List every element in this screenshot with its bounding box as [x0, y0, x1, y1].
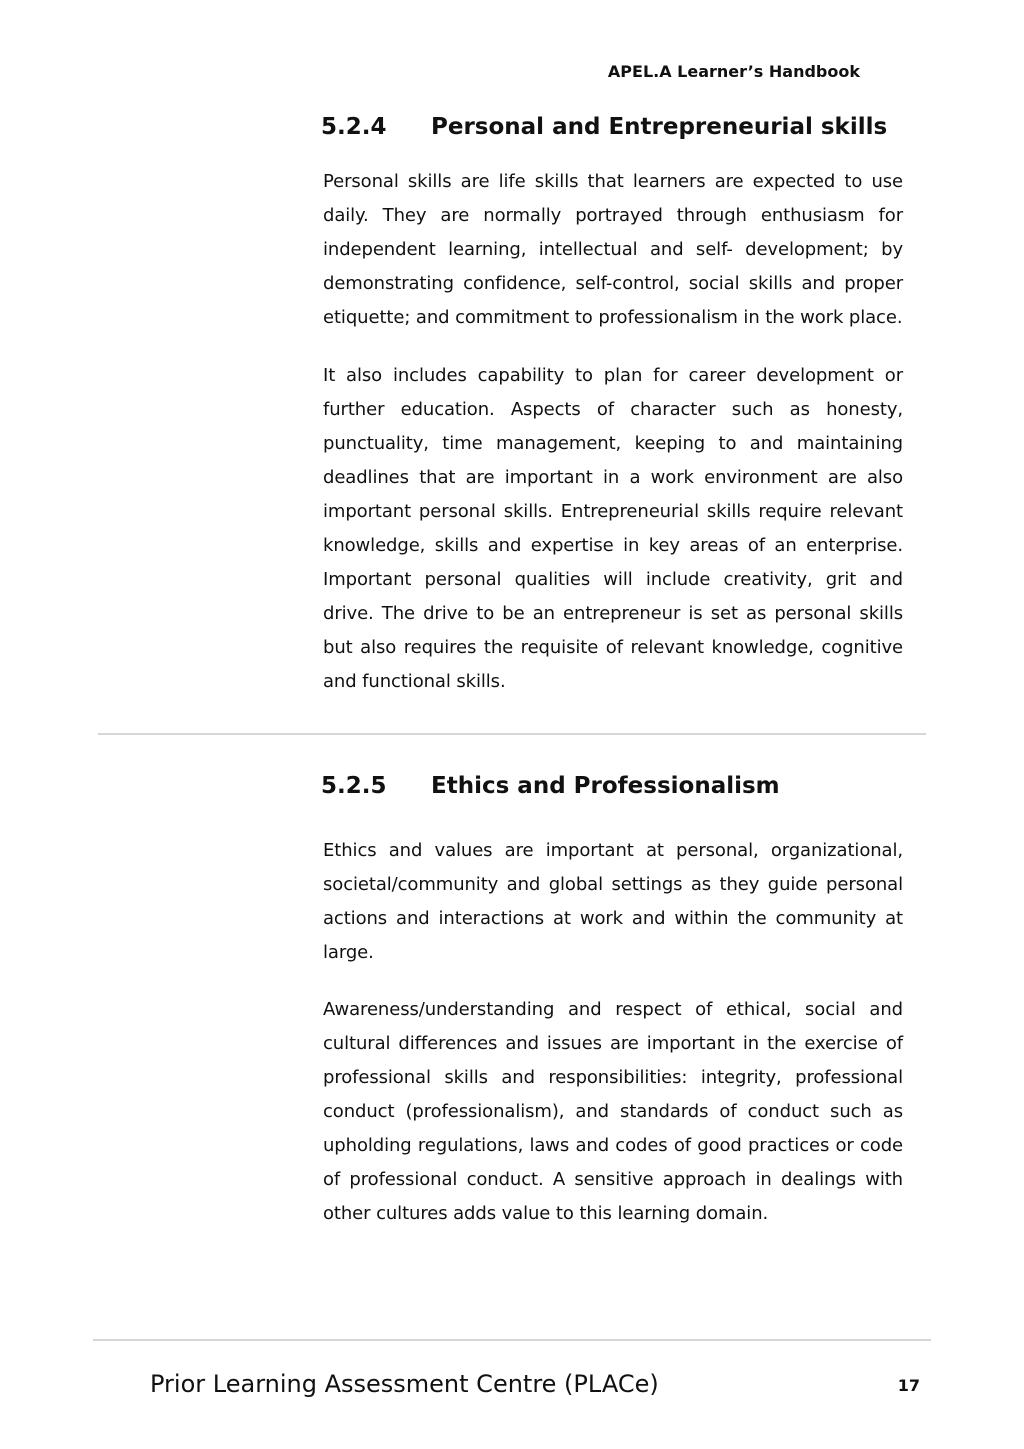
paragraph: Personal skills are life skills that learners are expected to use daily. They are normally portrayed through enthusiasm for independent learning, intellectual and self- development; by demonstrating confidence, self-control, social skills and proper etiquette; and commitment to professionalism in the work place.	[323, 171, 903, 328]
section-title: Personal and Entrepreneurial skills	[431, 114, 888, 140]
paragraph: It also includes capability to plan for career development or further education. Aspects of character such as honesty, punctuality, time management, keeping to and maintaining deadlines that are important in a work environment are also important personal skills. Entrepreneurial skills require relevant knowledge, skills and expertise in key areas of an enterprise. Important personal qualities will include creativity, grit and drive. The drive to be an entrepreneur is set as personal skills but also requires the requisite of relevant knowledge, cognitive and functional skills.	[323, 365, 903, 692]
section-title: Ethics and Professionalism	[431, 773, 780, 799]
section-divider	[98, 733, 926, 735]
page-number: 17	[897, 1376, 920, 1395]
paragraph: Ethics and values are important at personal, organizational, societal/community and global settings as they guide personal actions and interactions at work and within the community at large.	[323, 840, 903, 963]
running-header: APEL.A Learner’s Handbook	[607, 62, 860, 81]
section-number: 5.2.5	[321, 773, 387, 799]
section-heading-5-2-4	[321, 114, 887, 140]
section-heading-5-2-5	[321, 773, 780, 799]
footer-organization: Prior Learning Assessment Centre (PLACe)	[150, 1370, 659, 1398]
paragraph: Awareness/understanding and respect of ethical, social and cultural differences and issues are important in the exercise of professional skills and responsibilities: integrity, professional conduct (professionalism), and standards of conduct such as upholding regulations, laws and codes of good practices or code of professional conduct. A sensitive approach in dealings with other cultures adds value to this learning domain.	[323, 999, 903, 1224]
footer-divider	[93, 1339, 931, 1341]
section-number: 5.2.4	[321, 114, 387, 140]
